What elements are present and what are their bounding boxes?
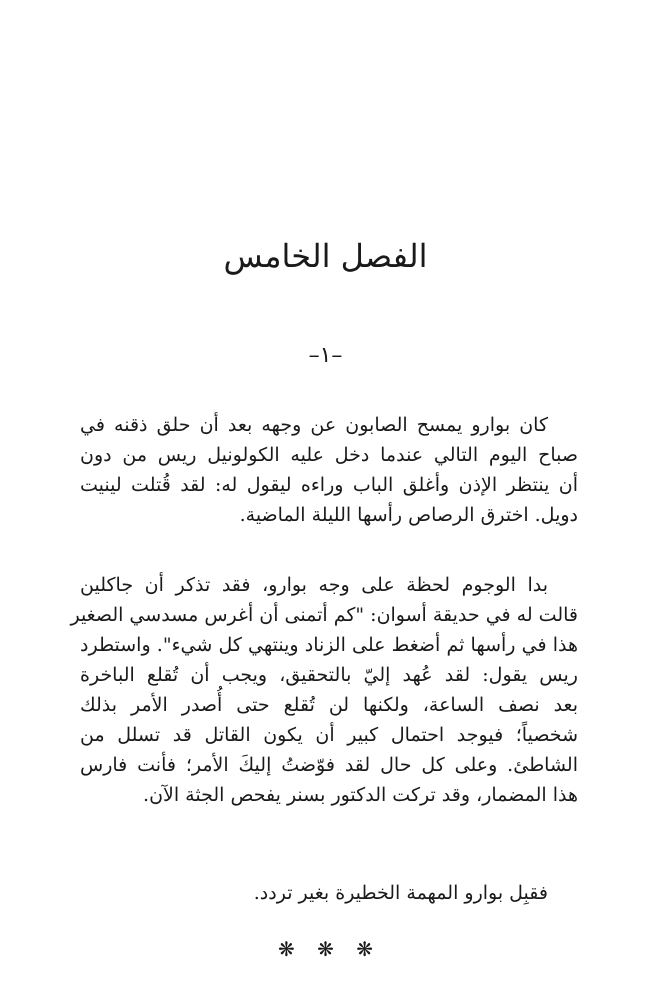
paragraph-line: شخصياً؛ فيوجد احتمال كبير أن يكون القاتل قد تسلل من	[80, 724, 578, 746]
paragraph-line: فقبِل بوارو المهمة الخطيرة بغير تردد.	[253, 882, 548, 904]
chapter-title: الفصل الخامس	[223, 237, 428, 275]
paragraph-line: صباح اليوم التالي عندما دخل عليه الكولونيل ريس من دون	[80, 444, 578, 466]
section-break-ornament	[0, 934, 651, 964]
paragraph-line: قالت له في حديقة أسوان: "كم أتمنى أن أغرس مسدسي الصغير	[70, 604, 578, 626]
paragraph-line: بعد نصف الساعة، ولكنها لن تُقلع حتى أُصدر الأمر بذلك	[80, 694, 578, 716]
paragraph-line: هذا في رأسها ثم أضغط على الزناد وينتهي كل شيء". واستطرد	[80, 634, 578, 656]
asterism-icon: ❋	[317, 937, 334, 961]
paragraph-2	[70, 570, 578, 810]
section-number: –١–	[308, 343, 343, 368]
asterism-icon: ❋	[277, 937, 295, 961]
paragraph-line: الشاطئ. وعلى كل حال لقد فوّضتُ إليكَ الأمر؛ فأنت فارس	[80, 754, 578, 776]
paragraph-3	[80, 878, 578, 908]
paragraph-1	[80, 410, 578, 530]
paragraph-line: دويل. اخترق الرصاص رأسها الليلة الماضية.	[239, 504, 578, 526]
asterism-icon: ❋	[356, 937, 373, 961]
paragraph-line: بدا الوجوم لحظة على وجه بوارو، فقد تذكر أن جاكلين	[80, 574, 548, 596]
paragraph-line: هذا المضمار، وقد تركت الدكتور بسنر يفحص الجثة الآن.	[143, 784, 578, 806]
paragraph-line: كان بوارو يمسح الصابون عن وجهه بعد أن حلق ذقنه في	[80, 414, 548, 436]
paragraph-line: ريس يقول: لقد عُهد إليّ بالتحقيق، ويجب أن تُقلع الباخرة	[80, 664, 578, 686]
paragraph-line: أن ينتظر الإذن وأغلق الباب وراءه ليقول له: لقد قُتلت لينيت	[80, 474, 578, 496]
